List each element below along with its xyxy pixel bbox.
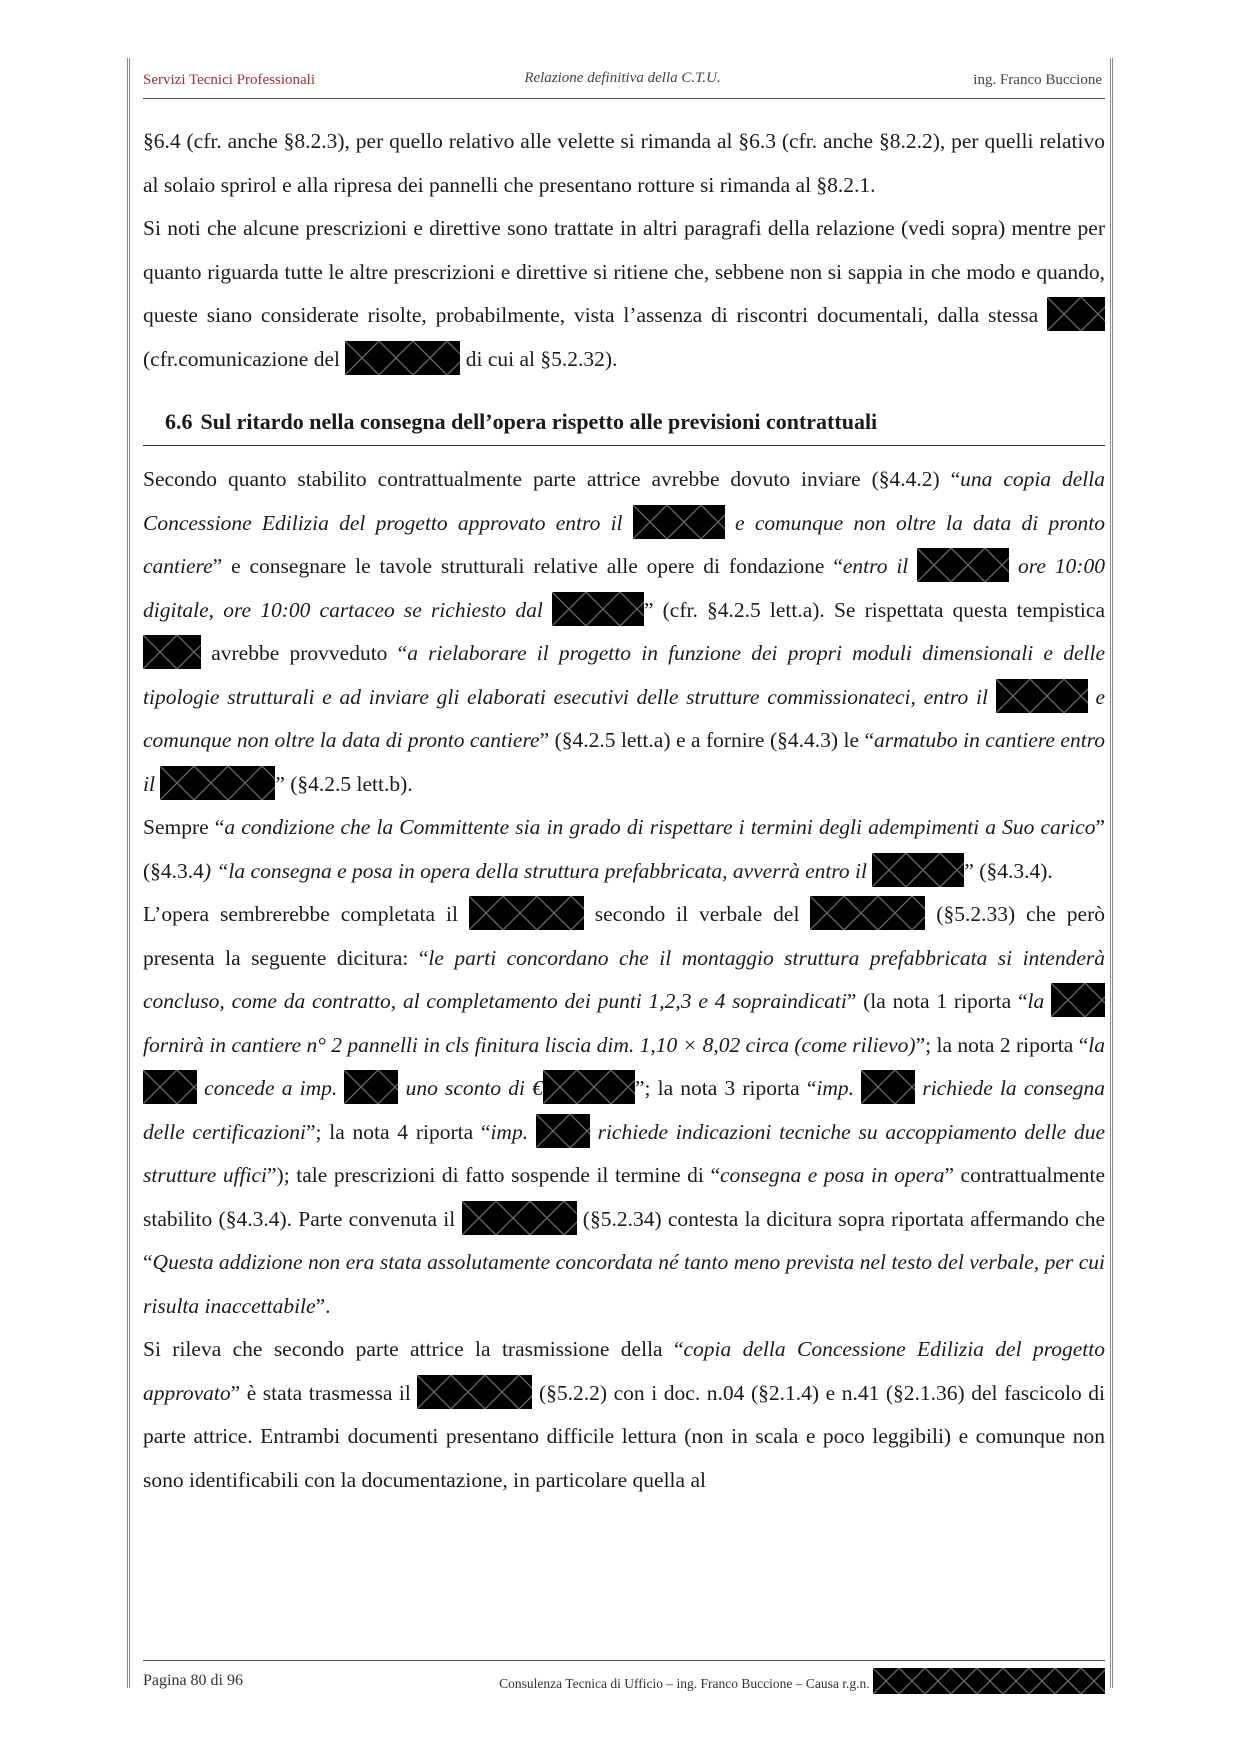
footer-divider	[143, 1660, 1105, 1661]
page-header	[143, 68, 1102, 96]
header-right: ing. Franco Buccione	[973, 72, 1102, 88]
footer-right: Consulenza Tecnica di Ufficio – ing. Franco Buccione – Causa r.g.n.	[499, 1668, 1105, 1694]
redaction	[143, 1070, 197, 1104]
page-number: Pagina 80 di 96	[143, 1672, 243, 1689]
paragraph-2: Si noti che alcune prescrizioni e direttive sono trattate in altri paragrafi della relazione (vedi sopra) mentre per quanto riguarda tutte le altre prescrizioni e direttive si ritiene che, sebbene non si sappia in che modo e quando, queste siano considerate risolte, probabilmente, vista l’assenza di riscontri documentali, dalla stessa (cfr.comunicazione del di cui al §5.2.32).	[143, 207, 1105, 381]
redaction	[143, 635, 201, 669]
redaction	[552, 592, 644, 626]
redaction	[810, 896, 925, 930]
redaction	[861, 1070, 915, 1104]
redaction	[872, 853, 964, 887]
redaction	[462, 1201, 577, 1235]
redaction	[1051, 983, 1105, 1017]
section-heading	[143, 399, 1105, 446]
redaction	[873, 1668, 1105, 1694]
redaction	[469, 896, 584, 930]
header-divider	[143, 98, 1105, 99]
redaction	[345, 341, 460, 375]
section-title: Sul ritardo nella consegna dell’opera rispetto alle previsioni contrattuali	[200, 409, 878, 434]
paragraph-1: §6.4 (cfr. anche §8.2.3), per quello relativo alle velette si rimanda al §6.3 (cfr. anche §8.2.2), per quelli relativo al solaio sprirol e alla ripresa dei pannelli che presentano rotture si rimanda al §8.2.1.	[143, 129, 1105, 197]
redaction	[417, 1375, 532, 1409]
header-center: Relazione definitiva della C.T.U.	[524, 70, 721, 86]
redaction	[160, 766, 275, 800]
redaction	[917, 548, 1009, 582]
redaction	[633, 505, 725, 539]
redaction	[543, 1070, 635, 1104]
paragraph-3: Secondo quanto stabilito contrattualmente parte attrice avrebbe dovuto inviare (§4.4.2) “una copia della Concessione Edilizia del progetto approvato entro il e comunque non oltre la data di pronto cantiere” e consegnare le tavole strutturali relative alle opere di fondazione “entro il ore 10:00 digitale, ore 10:00 cartaceo se richiesto dal ” (cfr. §4.2.5 lett.a). Se rispettata questa tempistica avrebbe provveduto “a rielaborare il progetto in funzione dei propri moduli dimensionali e delle tipologie strutturali e ad inviare gli elaborati esecutivi delle strutture commissionateci, entro il e comunque non oltre la data di pronto cantiere” (§4.2.5 lett.a) e a fornire (§4.4.3) le “armatubo in cantiere entro il ” (§4.2.5 lett.b).	[143, 458, 1105, 806]
redaction	[344, 1070, 398, 1104]
section-number: 6.6	[165, 409, 193, 434]
redaction	[536, 1114, 590, 1148]
paragraph-5: L’opera sembrerebbe completata il secondo il verbale del (§5.2.33) che però presenta la seguente dicitura: “le parti concordano che il montaggio struttura prefabbricata si intenderà concluso, come da contratto, al completamento dei punti 1,2,3 e 4 sopraindicati” (la nota 1 riporta “la fornirà in cantiere n° 2 pannelli in cls finitura liscia dim. 1,10 × 8,02 circa (come rilievo)”; la nota 2 riporta “la concede a imp. uno sconto di € ”; la nota 3 riporta “imp. richiede la consegna delle certificazioni”; la nota 4 riporta “imp. richiede indicazioni tecniche su accoppiamento delle due strutture uffici”); tale prescrizioni di fatto sospende il termine di “consegna e posa in opera” contrattualmente stabilito (§4.3.4). Parte convenuta il (§5.2.34) contesta la dicitura sopra riportata affermando che “Questa addizione non era stata assolutamente concordata né tanto meno prevista nel testo del verbale, per cui risulta inaccettabile”.	[143, 893, 1105, 1328]
paragraph-4: Sempre “a condizione che la Committente sia in grado di rispettare i termini degli adempimenti a Suo carico” (§4.3.4) “la consegna e posa in opera della struttura prefabbricata, avverrà entro il ” (§4.3.4).	[143, 806, 1105, 893]
paragraph-6: Si rileva che secondo parte attrice la trasmissione della “copia della Concessione Edilizia del progetto approvato” è stata trasmessa il (§5.2.2) con i doc. n.04 (§2.1.4) e n.41 (§2.1.36) del fascicolo di parte attrice. Entrambi documenti presentano difficile lettura (non in scala e poco leggibili) e comunque non sono identificabili con la documentazione, in particolare quella al	[143, 1337, 1105, 1492]
page-footer	[143, 1668, 1105, 1696]
document-body	[143, 120, 1105, 1502]
redaction	[1047, 297, 1105, 331]
redaction	[996, 679, 1088, 713]
header-left: Servizi Tecnici Professionali	[143, 72, 315, 88]
